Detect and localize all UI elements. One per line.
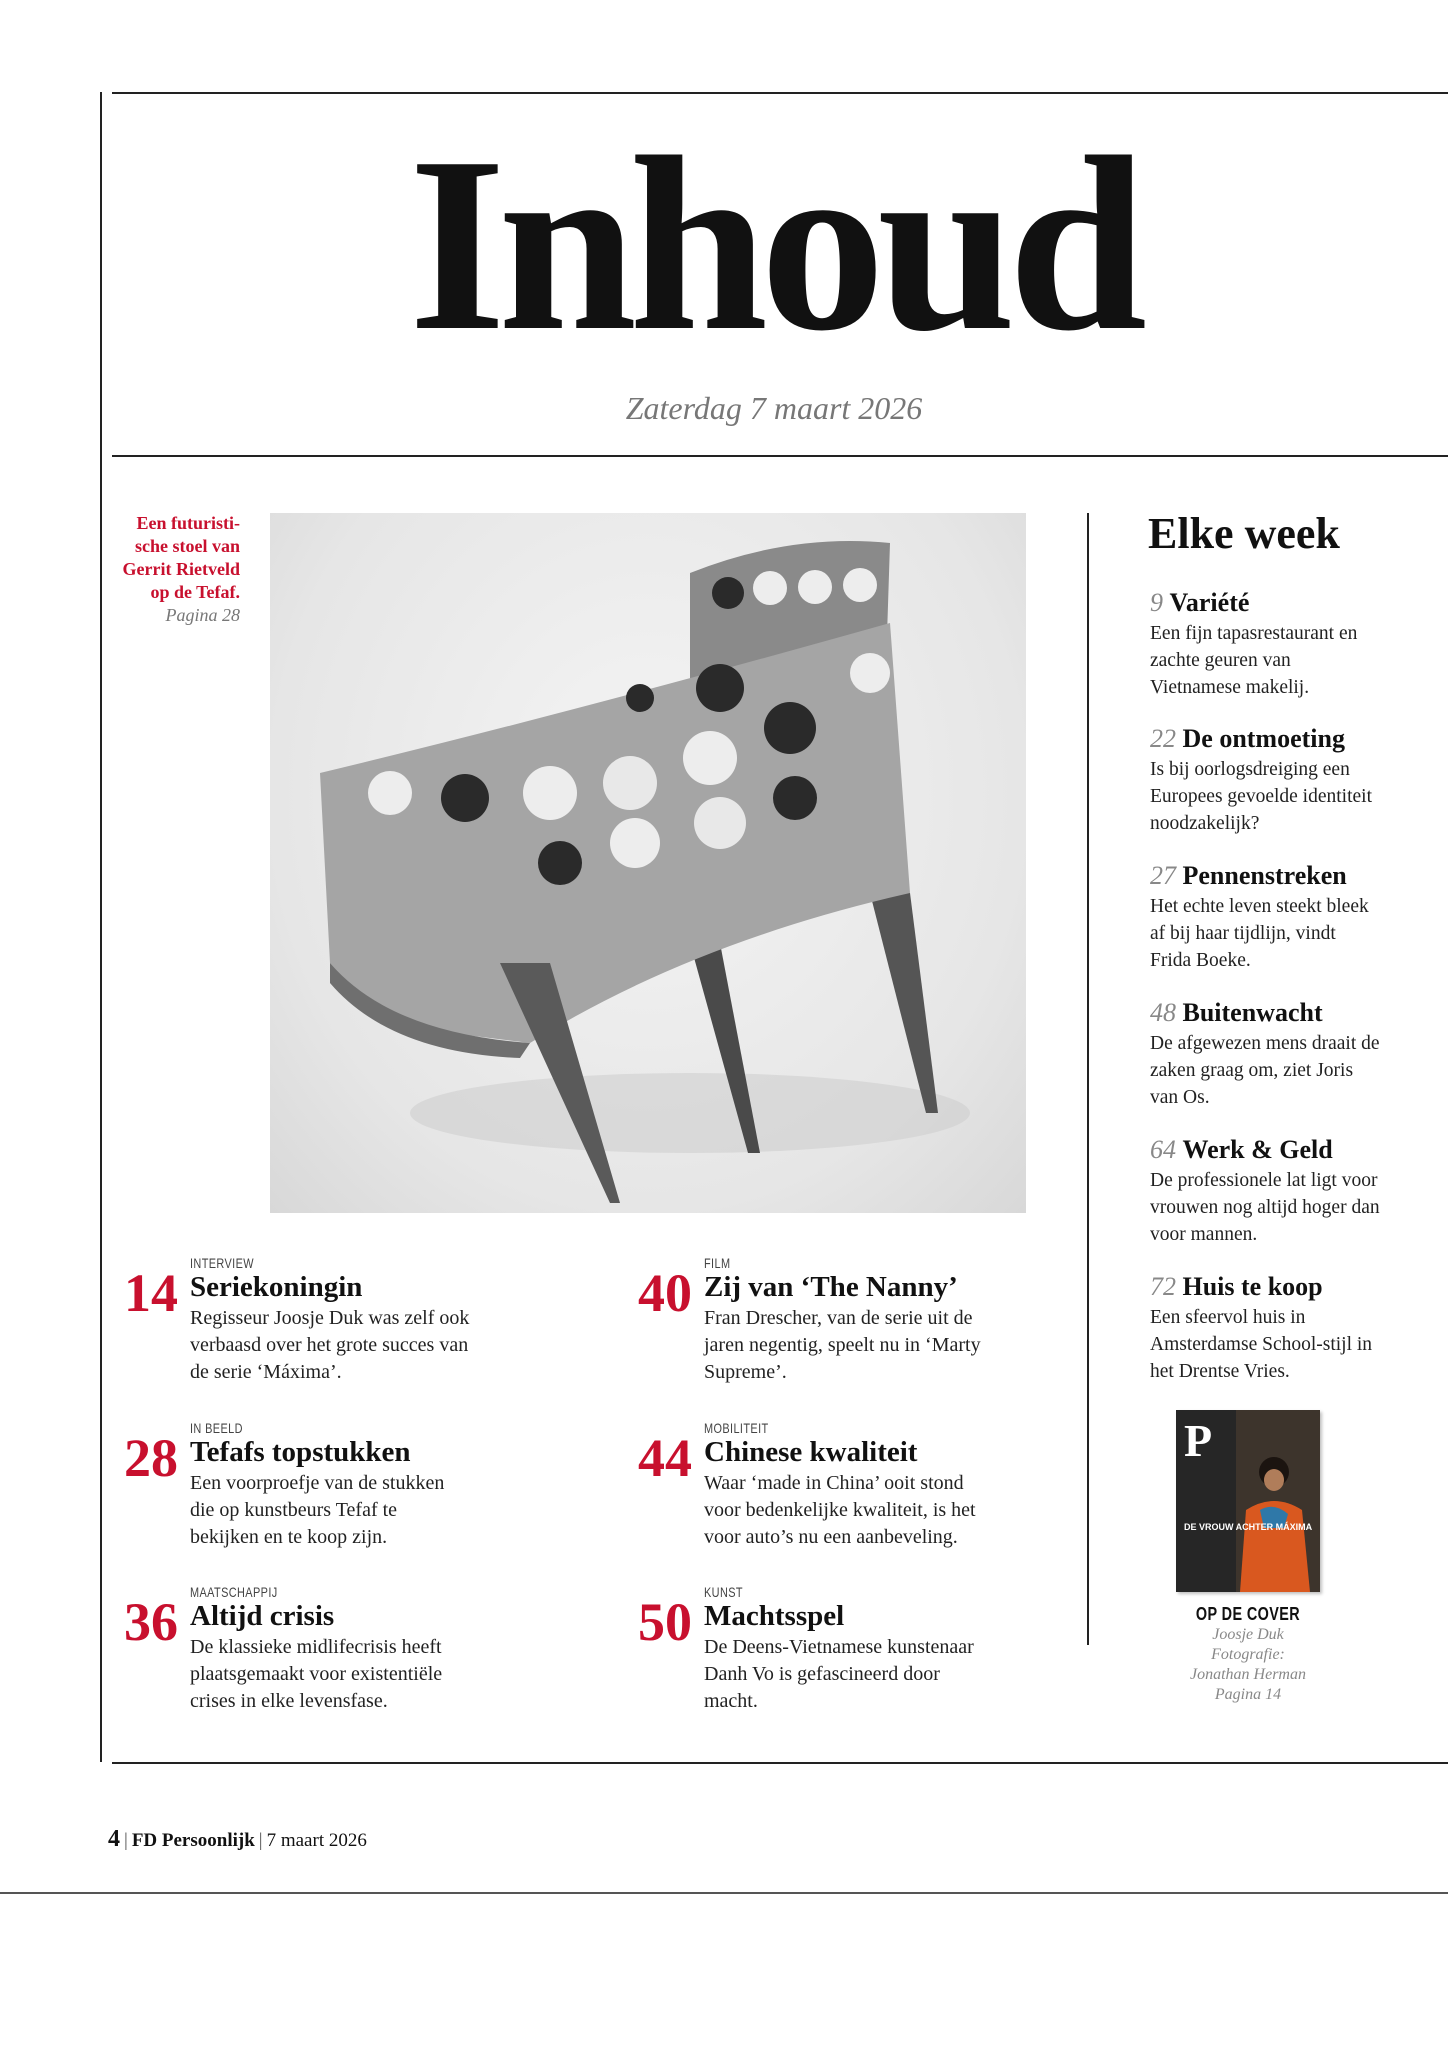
sidebar-item-description: Is bij oorlogsdreiging een Europees gevoelde identiteit noodzakelijk? — [1150, 759, 1373, 834]
sidebar-item[interactable] — [1150, 1272, 1380, 1385]
feature-category: FILM — [704, 1255, 731, 1271]
sidebar-item-title[interactable]: Variété — [1169, 588, 1250, 617]
cover-caption-line: Joosje Duk — [1212, 1626, 1284, 1643]
sidebar-item-title[interactable]: Werk & Geld — [1182, 1135, 1333, 1164]
sidebar-item[interactable] — [1150, 724, 1380, 837]
issue-date: Zaterdag 7 maart 2026 — [625, 390, 923, 426]
feature-page-number: 50 — [638, 1592, 692, 1652]
sidebar-item-description: De professionele lat ligt voor vrouwen nog altijd hoger dan voor mannen. — [1150, 1170, 1380, 1245]
page-bottom-rule — [0, 1892, 1448, 1894]
sidebar-item-title[interactable]: Huis te koop — [1182, 1272, 1323, 1301]
sidebar-item[interactable] — [1150, 998, 1380, 1111]
sidebar-item-page: 27 — [1150, 861, 1176, 890]
sidebar-item-description: Het echte leven steekt bleek af bij haar tijdlijn, vindt Frida Boeke. — [1150, 896, 1369, 971]
sidebar-item-description: De afgewezen mens draait de zaken graag om, ziet Joris van Os. — [1150, 1033, 1380, 1108]
feature-description: De Deens-Vietnamese kunstenaar Danh Vo is gefascineerd door macht. — [704, 1636, 974, 1712]
feature-page-number: 28 — [124, 1428, 178, 1488]
sidebar-item-description: Een sfeervol huis in Amsterdamse School-stijl in het Drentse Vries. — [1150, 1307, 1373, 1382]
cover-letter: P — [1184, 1415, 1213, 1466]
page-footer: 4 | FD Persoonlijk | 7 maart 2026 — [108, 1826, 367, 1852]
feature-description: Regisseur Joosje Duk was zelf ook verbaasd over het grote succes van de serie ‘Máxima’. — [190, 1307, 470, 1383]
feature-description: De klassieke midlifecrisis heeft plaatsgemaakt voor existentiële crises in elke levensfase. — [190, 1636, 443, 1712]
photo-caption — [110, 512, 240, 627]
cover-caption-line: Pagina 14 — [1214, 1686, 1282, 1703]
top-rule — [112, 92, 1448, 94]
sidebar-item-title[interactable]: Buitenwacht — [1182, 998, 1323, 1027]
sidebar-item-page: 22 — [1150, 724, 1176, 753]
feature-title[interactable]: Chinese kwaliteit — [704, 1436, 918, 1468]
cover-caption-line: Jonathan Herman — [1190, 1666, 1306, 1683]
sidebar-item-title[interactable]: De ontmoeting — [1182, 724, 1345, 753]
page-title: Inhoud — [408, 106, 1140, 383]
sidebar-item[interactable] — [1150, 588, 1380, 701]
feature-description: Waar ‘made in China’ ooit stond voor bedenkelijke kwaliteit, is het voor auto’s nu een aanbeveling. — [704, 1472, 976, 1548]
feature-title[interactable]: Altijd crisis — [190, 1600, 335, 1632]
sidebar-item-description: Een fijn tapasrestaurant en zachte geuren van Vietnamese makelij. — [1150, 623, 1358, 698]
feature-title[interactable]: Machtsspel — [704, 1600, 845, 1632]
footer-date: 7 maart 2026 — [266, 1830, 367, 1851]
feature-category: MAATSCHAPPIJ — [190, 1584, 278, 1600]
feature-title[interactable]: Tefafs topstukken — [190, 1436, 411, 1468]
feature-description: Een voorproefje van de stukken die op kunstbeurs Tefaf te bekijken en te koop zijn. — [190, 1472, 445, 1548]
sidebar-item[interactable] — [1150, 1135, 1380, 1248]
cover-caption-heading: OP DE COVER — [1195, 1604, 1301, 1624]
sidebar-divider — [1087, 513, 1089, 1645]
caption-text: Een futuristi-sche stoel van Gerrit Rietveld op de Tefaf. — [122, 513, 240, 602]
feature-title[interactable]: Seriekoningin — [190, 1271, 363, 1303]
sidebar-item-page: 72 — [1150, 1272, 1176, 1301]
feature-title[interactable]: Zij van ‘The Nanny’ — [704, 1271, 958, 1303]
magazine-cover-icon — [1176, 1410, 1320, 1592]
header-rule — [112, 455, 1448, 457]
feature-page-number: 36 — [124, 1592, 178, 1652]
sidebar-item-page: 64 — [1150, 1135, 1176, 1164]
feature-page-number: 40 — [638, 1263, 692, 1323]
feature-page-number: 44 — [638, 1428, 692, 1488]
sidebar-item-title[interactable]: Pennenstreken — [1182, 861, 1347, 890]
feature-description: Fran Drescher, van de serie uit de jaren negentig, speelt nu in ‘Marty Supreme’. — [704, 1307, 981, 1383]
footer-page-number: 4 — [108, 1826, 120, 1852]
footer-publication: FD Persoonlijk — [131, 1830, 255, 1851]
cover-caption — [1150, 1604, 1346, 1705]
feature-category: IN BEELD — [190, 1420, 243, 1436]
feature-category: KUNST — [704, 1584, 743, 1600]
caption-page-ref: Pagina 28 — [165, 605, 240, 625]
cover-caption-line: Fotografie: — [1211, 1646, 1285, 1663]
cover-headline: DE VROUW ACHTER MÁXIMA — [1184, 1522, 1313, 1532]
chair-icon — [270, 513, 1026, 1213]
cover-thumbnail[interactable] — [1176, 1410, 1320, 1592]
sidebar-item[interactable] — [1150, 861, 1380, 974]
feature-category: MOBILITEIT — [704, 1420, 769, 1436]
bottom-rule — [112, 1762, 1448, 1764]
feature-category: INTERVIEW — [190, 1255, 254, 1271]
feature-page-number: 14 — [124, 1263, 178, 1323]
feature-photo — [270, 513, 1026, 1213]
sidebar-item-page: 48 — [1150, 998, 1176, 1027]
sidebar-heading: Elke week — [1148, 509, 1340, 558]
sidebar-item-page: 9 — [1150, 588, 1163, 617]
